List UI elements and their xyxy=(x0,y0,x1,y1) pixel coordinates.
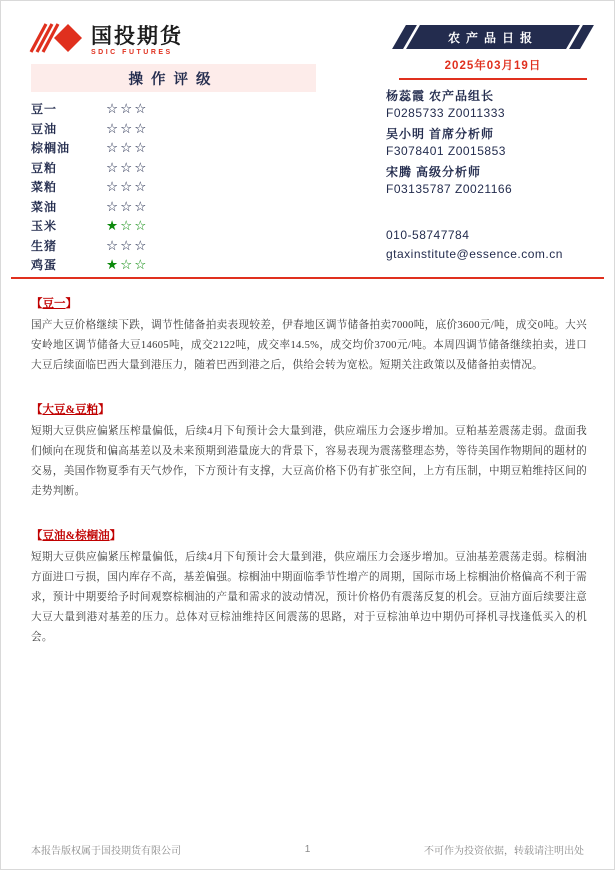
rating-row xyxy=(31,119,316,139)
section-douyou-zonglvyou xyxy=(31,527,587,648)
analyst-name: 宋腾 xyxy=(386,165,413,179)
analyst-title: 高级分析师 xyxy=(416,165,482,179)
analyst-codes: F0285733 Z0011333 xyxy=(386,106,506,120)
star-rating: ☆☆☆ xyxy=(106,198,149,214)
analyst-title: 首席分析师 xyxy=(429,127,495,141)
rating-panel xyxy=(31,64,316,275)
section-title: 【豆一】 xyxy=(31,298,77,310)
rating-row xyxy=(31,158,316,178)
commodity-label: 鸡蛋 xyxy=(31,258,58,273)
analyst-panel xyxy=(386,87,596,266)
report-date: 2025年03月19日 xyxy=(399,57,587,80)
report-title-banner xyxy=(392,25,594,49)
section-dadou-doupo xyxy=(31,401,587,502)
rating-row xyxy=(31,177,316,197)
rating-title: 操作评级 xyxy=(31,64,316,92)
footer-disclaimer: 不可作为投资依据，转载请注明出处 xyxy=(424,846,584,857)
commodity-label: 豆油 xyxy=(31,121,58,136)
commodity-label: 菜粕 xyxy=(31,180,58,195)
commodity-label: 生猪 xyxy=(31,238,58,253)
rating-row xyxy=(31,236,316,256)
footer-copyright: 本报告版权属于国投期货有限公司 xyxy=(31,846,181,857)
section-body: 国产大豆价格继续下跌，调节性储备拍卖表现较差，伊春地区调节储备拍卖7000吨，底价3600元/吨，成交0吨。大兴安岭地区调节储备大豆14605吨，成交2122吨，成交率14.5%，成交均价3700元/吨。本周四调节储备继续拍卖，进口大豆后续面临巴西大量到港压力，随着巴西到港之后，供给会转为宽松。短期关注政策以及储备拍卖情况。 xyxy=(31,320,587,371)
analyst-name: 吴小明 xyxy=(386,127,426,141)
rating-row xyxy=(31,99,316,119)
star-rating: ☆☆☆ xyxy=(106,179,149,194)
analyst-entry xyxy=(386,163,596,201)
logo-name-en: SDIC FUTURES xyxy=(91,48,173,56)
star-rating: ☆☆☆ xyxy=(106,237,149,253)
analyst-title: 农产品组长 xyxy=(429,89,495,103)
commodity-label: 棕榈油 xyxy=(31,141,71,156)
logo-text xyxy=(91,26,183,56)
analyst-name: 杨蕊霞 xyxy=(386,89,426,103)
commodity-label: 豆粕 xyxy=(31,160,58,175)
analyst-entry xyxy=(386,87,596,125)
commodity-label: 菜油 xyxy=(31,199,58,214)
analyst-entry xyxy=(386,125,596,163)
rating-row xyxy=(31,255,316,275)
star-rating: ★☆☆ xyxy=(106,257,149,272)
page-number: 1 xyxy=(304,844,311,855)
section-douyi xyxy=(31,295,587,376)
rating-row xyxy=(31,197,316,217)
star-rating: ★☆☆ xyxy=(106,218,149,233)
contact-phone: 010-58747784 xyxy=(386,228,470,242)
masthead xyxy=(399,25,587,80)
contact-block xyxy=(386,228,596,266)
logo-diamond-icon xyxy=(29,21,83,60)
section-body: 短期大豆供应偏紧压榨量偏低，后续4月下旬预计会大量到港，供应端压力会逐步增加。豆油基差震荡走弱。棕榈油方面进口亏损，国内库存不高，基差偏强。棕榈油中期面临季节性增产的周期，国际市场上棕榈油价格偏高不利于需求，预计中期要给予时间观察棕榈油的产量和需求的波动情况，预计价格仍有震荡反复的机会。豆油方面后续要注意大豆大量到港对基差的压力。总体对豆棕油维持区间震荡的思路，对于豆棕油单边中期仍可择机寻找逢低买入的机会。 xyxy=(31,552,587,643)
logo-name-cn: 国投期货 xyxy=(91,24,183,48)
rating-rows xyxy=(31,92,316,275)
star-rating: ☆☆☆ xyxy=(106,140,149,155)
rating-row xyxy=(31,138,316,158)
analyst-codes: F3078401 Z0015853 xyxy=(386,144,506,158)
star-rating: ☆☆☆ xyxy=(106,120,149,136)
rating-row xyxy=(31,216,316,236)
contact-email[interactable]: gtaxinstitute@essence.com.cn xyxy=(386,247,563,261)
commodity-label: 豆一 xyxy=(31,102,58,117)
commodity-label: 玉米 xyxy=(31,219,58,234)
analyst-codes: F03135787 Z0021166 xyxy=(386,182,513,196)
page-footer xyxy=(31,842,584,857)
star-rating: ☆☆☆ xyxy=(106,159,149,175)
report-title: 农产品日报 xyxy=(447,30,538,45)
star-rating: ☆☆☆ xyxy=(106,101,149,116)
section-body: 短期大豆供应偏紧压榨量偏低，后续4月下旬预计会大量到港，供应端压力会逐步增加。豆粕基差震荡走弱。盘面我们倾向在现货和偏高基差以及未来预期到港量庞大的背景下，容易表现为震荡整理态势，等待美国作物期间的题材的交易，美国作物夏季有天气炒作，下方预计有支撑，大豆高价格下仍有扩张空间，上方有压制，中期豆粕维持区间的走势判断。 xyxy=(31,426,587,497)
company-logo xyxy=(29,21,183,60)
section-title: 【大豆&豆粕】 xyxy=(31,404,110,416)
report-body xyxy=(31,295,587,673)
header-divider xyxy=(11,277,604,279)
section-title: 【豆油&棕榈油】 xyxy=(31,530,122,542)
